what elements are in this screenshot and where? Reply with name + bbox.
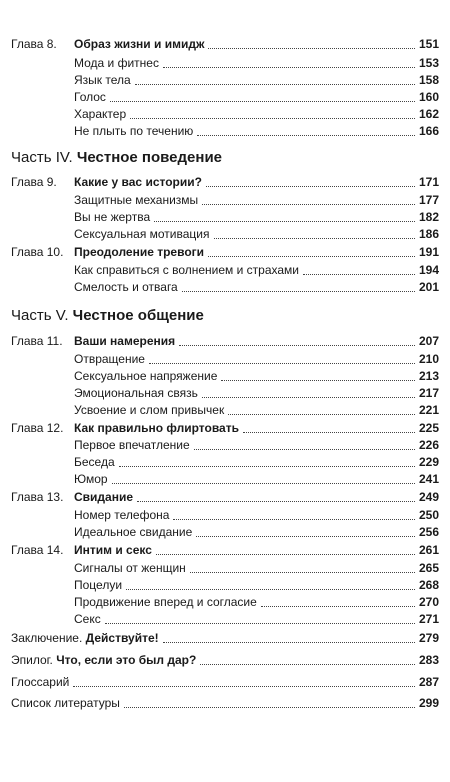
page-number: 162 xyxy=(418,107,439,121)
chapter-entry[interactable] xyxy=(0,487,450,507)
leader-dots xyxy=(124,706,415,708)
page-number: 153 xyxy=(418,56,439,70)
entry-title xyxy=(11,653,198,667)
page-number: 250 xyxy=(418,508,439,522)
chapter-title: Как правильно флиртовать xyxy=(74,421,239,435)
leader-dots xyxy=(208,255,415,257)
page-number: 194 xyxy=(418,263,439,277)
toc-entry[interactable] xyxy=(0,650,450,670)
part-number: Часть V. xyxy=(11,307,69,324)
leader-dots xyxy=(110,100,415,102)
part-number: Часть IV. xyxy=(11,149,73,166)
page-number: 191 xyxy=(418,245,439,259)
part-label xyxy=(11,307,204,324)
section-entry[interactable] xyxy=(0,469,450,489)
chapter-entry[interactable] xyxy=(0,331,450,351)
leader-dots xyxy=(173,518,415,520)
leader-dots xyxy=(228,413,415,415)
section-entry[interactable] xyxy=(0,400,450,420)
entry-title xyxy=(11,631,161,645)
part-heading xyxy=(0,306,450,326)
page-number: 299 xyxy=(418,696,439,710)
chapter-entry[interactable] xyxy=(0,34,450,54)
section-title: Эмоциональная связь xyxy=(74,386,198,400)
leader-dots xyxy=(130,117,415,119)
section-title: Усвоение и слом привычек xyxy=(74,403,225,417)
chapter-label: Глава 9. xyxy=(11,175,57,189)
leader-dots xyxy=(194,448,415,450)
section-title: Вы не жертва xyxy=(74,210,151,224)
entry-title xyxy=(11,696,122,710)
leader-dots xyxy=(303,273,415,275)
page-number: 229 xyxy=(418,455,439,469)
chapter-entry[interactable] xyxy=(0,242,450,262)
page-number: 213 xyxy=(418,369,439,383)
leader-dots xyxy=(135,83,415,85)
section-title: Язык тела xyxy=(74,73,131,87)
leader-dots xyxy=(206,185,415,187)
page-number: 268 xyxy=(418,578,439,592)
section-entry[interactable] xyxy=(0,609,450,629)
section-entry[interactable] xyxy=(0,522,450,542)
leader-dots xyxy=(208,47,414,49)
section-title: Смелость и отвага xyxy=(74,280,178,294)
section-title: Мода и фитнес xyxy=(74,56,159,70)
leader-dots xyxy=(163,641,415,643)
page-number: 226 xyxy=(418,438,439,452)
leader-dots xyxy=(179,344,415,346)
entry-bold-title: Что, если это был дар? xyxy=(56,653,197,667)
chapter-label: Глава 8. xyxy=(11,37,57,51)
chapter-label: Глава 13. xyxy=(11,490,64,504)
part-title: Честное общение xyxy=(72,307,204,324)
leader-dots xyxy=(119,465,415,467)
leader-dots xyxy=(221,379,415,381)
page-number: 241 xyxy=(418,472,439,486)
page-number: 279 xyxy=(418,631,439,645)
page-number: 249 xyxy=(418,490,439,504)
chapter-label: Глава 12. xyxy=(11,421,64,435)
chapter-label: Глава 14. xyxy=(11,543,64,557)
leader-dots xyxy=(126,588,415,590)
leader-dots xyxy=(243,431,415,433)
page-number: 166 xyxy=(418,124,439,138)
section-entry[interactable] xyxy=(0,121,450,141)
section-title: Характер xyxy=(74,107,127,121)
page-number: 177 xyxy=(418,193,439,207)
section-title: Как справиться с волнением и страхами xyxy=(74,263,299,277)
leader-dots xyxy=(163,66,415,68)
leader-dots xyxy=(196,535,415,537)
page-number: 270 xyxy=(418,595,439,609)
leader-dots xyxy=(214,237,415,239)
section-title: Голос xyxy=(74,90,106,104)
chapter-label: Глава 11. xyxy=(11,334,63,348)
entry-title xyxy=(11,675,71,689)
section-title: Сексуальная мотивация xyxy=(74,227,210,241)
chapter-label: Глава 10. xyxy=(11,245,64,259)
entry-label: Заключение. xyxy=(11,631,83,645)
part-title: Честное поведение xyxy=(76,149,223,166)
leader-dots xyxy=(154,220,415,222)
page-number: 160 xyxy=(418,90,439,104)
page-number: 182 xyxy=(418,210,439,224)
toc-entry[interactable] xyxy=(0,693,450,713)
toc-entry[interactable] xyxy=(0,628,450,648)
page-number: 265 xyxy=(418,561,439,575)
entry-label: Эпилог. xyxy=(11,653,53,667)
chapter-entry[interactable] xyxy=(0,172,450,192)
leader-dots xyxy=(112,482,415,484)
part-heading xyxy=(0,148,450,168)
section-entry[interactable] xyxy=(0,277,450,297)
page-number: 261 xyxy=(418,543,439,557)
section-title: Беседа xyxy=(74,455,115,469)
section-title: Секс xyxy=(74,612,101,626)
section-title: Не плыть по течению xyxy=(74,124,194,138)
chapter-title: Преодоление тревоги xyxy=(74,245,205,259)
section-title: Поцелуи xyxy=(74,578,123,592)
section-entry[interactable] xyxy=(0,224,450,244)
page-number: 201 xyxy=(418,280,439,294)
page-number: 283 xyxy=(418,653,439,667)
chapter-title: Свидание xyxy=(74,490,134,504)
section-title: Юмор xyxy=(74,472,108,486)
leader-dots xyxy=(105,622,415,624)
leader-dots xyxy=(190,571,415,573)
section-title: Номер телефона xyxy=(74,508,170,522)
leader-dots xyxy=(73,685,415,687)
section-title: Идеальное свидание xyxy=(74,525,193,539)
section-title: Продвижение вперед и согласие xyxy=(74,595,257,609)
leader-dots xyxy=(202,203,415,205)
section-title: Отвращение xyxy=(74,352,145,366)
page-number: 287 xyxy=(418,675,439,689)
leader-dots xyxy=(137,500,415,502)
toc-entry[interactable] xyxy=(0,672,450,692)
entry-label: Список литературы xyxy=(11,696,120,710)
leader-dots xyxy=(149,362,415,364)
page-number: 158 xyxy=(418,73,439,87)
page-number: 171 xyxy=(418,175,439,189)
leader-dots xyxy=(182,290,415,292)
chapter-title: Ваши намерения xyxy=(74,334,176,348)
page-number: 221 xyxy=(418,403,439,417)
page-number: 207 xyxy=(418,334,439,348)
page-number: 271 xyxy=(418,612,439,626)
page-number: 217 xyxy=(418,386,439,400)
chapter-title: Какие у вас истории? xyxy=(74,175,202,189)
section-title: Сексуальное напряжение xyxy=(74,369,218,383)
leader-dots xyxy=(202,396,415,398)
entry-label: Глоссарий xyxy=(11,675,70,689)
entry-bold-title: Действуйте! xyxy=(85,631,159,645)
page-number: 210 xyxy=(418,352,439,366)
leader-dots xyxy=(197,134,415,136)
leader-dots xyxy=(156,553,415,555)
chapter-title: Интим и секс xyxy=(74,543,152,557)
section-title: Первое впечатление xyxy=(74,438,190,452)
page-number: 186 xyxy=(418,227,439,241)
leader-dots xyxy=(200,663,415,665)
chapter-entry[interactable] xyxy=(0,540,450,560)
chapter-title: Образ жизни и имидж xyxy=(74,37,205,51)
page-number: 225 xyxy=(418,421,439,435)
part-label xyxy=(11,149,222,166)
section-title: Защитные механизмы xyxy=(74,193,199,207)
section-title: Сигналы от женщин xyxy=(74,561,186,575)
page-number: 256 xyxy=(418,525,439,539)
leader-dots xyxy=(261,605,415,607)
page-number: 151 xyxy=(418,37,439,51)
